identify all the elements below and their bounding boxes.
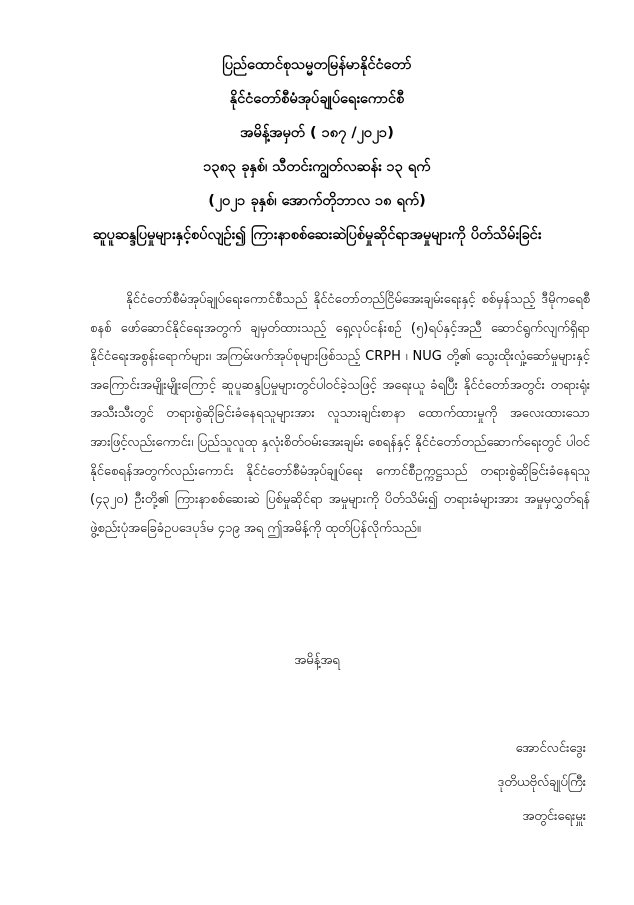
order-subject: ဆူပူဆန္ဒပြမှုများနှင့်စပ်လျဉ်း၍ ကြားနာစစ်ဆေးဆဲပြစ်မှုဆိုင်ရာအမှုများကို ပိတ်သိမ်းခြင်း bbox=[92, 227, 542, 243]
country-name: ပြည်ထောင်စုသမ္မတမြန်မာနိုင်ငံတော် bbox=[222, 57, 412, 73]
myanmar-date: ၁၃၈၃ ခုနှစ်၊ သီတင်းကျွတ်လဆန်း ၁၃ ရက် bbox=[203, 159, 431, 175]
order-body-paragraph: နိုင်ငံတော်စီမံအုပ်ချုပ်ရေးကောင်စီသည် နိုင်ငံတော်တည်ငြိမ်အေးချမ်းရေးနှင့် စစ်မှန်သည့် ဒီမိုကရေစီစနစ် ဖော်ဆောင်နိုင်ရေးအတွက် ချမှတ်ထားသည့် ရှေ့လုပ်ငန်းစဉ် (၅)ရပ်နှင့်အညီ ဆောင်ရွက်လျက်ရှိရာ နိုင်ငံရေးအစွန်းရောက်များ၊ အကြမ်းဖက်အုပ်စုများဖြစ်သည့် CRPH ၊ NUG တို့၏ သွေးထိုးလှုံ့ဆော်မှုများနှင့် အကြောင်းအမျိုးမျိုးကြောင့် ဆူပူဆန္ဒပြမှုများတွင်ပါဝင်ခဲ့သဖြင့် အရေးယူ ခံရပြီး နိုင်ငံတော်အတွင်း တရားရုံးအသီးသီးတွင် တရားစွဲဆိုခြင်းခံနေရသူများအား လူသားချင်းစာနာ ထောက်ထားမှုကို အလေးထားသောအားဖြင့်လည်းကောင်း၊ ပြည်သူလူထု နှလုံးစိတ်ဝမ်းအေးချမ်း စေရန်နှင့် နိုင်ငံတော်တည်ဆောက်ရေးတွင် ပါဝင်နိုင်စေရန်အတွက်လည်းကောင်း နိုင်ငံတော်စီမံအုပ်ချုပ်ရေး ကောင်စီဥက္ကဋ္ဌသည် တရားစွဲဆိုခြင်းခံနေရသူ (၄၃၂၀) ဦးတို့၏ ကြားနာစစ်ဆေးဆဲ ပြစ်မှုဆိုင်ရာ အမှုများကို ပိတ်သိမ်း၍ တရားခံများအား အမှုမှလွှတ်ရန် ဖွဲ့စည်းပုံအခြေခံဥပဒေပုဒ်မ ၄၁၉ အရ ဤအမိန့်ကို ထုတ်ပြန်လိုက်သည်။ bbox=[90, 292, 590, 536]
document-header bbox=[0, 48, 634, 252]
by-order-label: အမိန့်အရ bbox=[294, 653, 340, 668]
signatory-rank: ဒုတိယဗိုလ်ချုပ်ကြီး bbox=[497, 775, 586, 790]
order-number: အမိန့်အမှတ် ( ၁၈၇ /၂၀၂၁) bbox=[240, 125, 394, 141]
council-name: နိုင်ငံတော်စီမံအုပ်ချုပ်ရေးကောင်စီ bbox=[229, 91, 405, 107]
signatory-name: အောင်လင်းဒွေး bbox=[515, 741, 586, 756]
signatory-title: အတွင်းရေးမှူး bbox=[522, 809, 586, 824]
signature-block bbox=[497, 732, 586, 834]
gregorian-date: (၂၀၂၁ ခုနှစ်၊ အောက်တိုဘာလ ၁၈ ရက်) bbox=[208, 193, 426, 209]
